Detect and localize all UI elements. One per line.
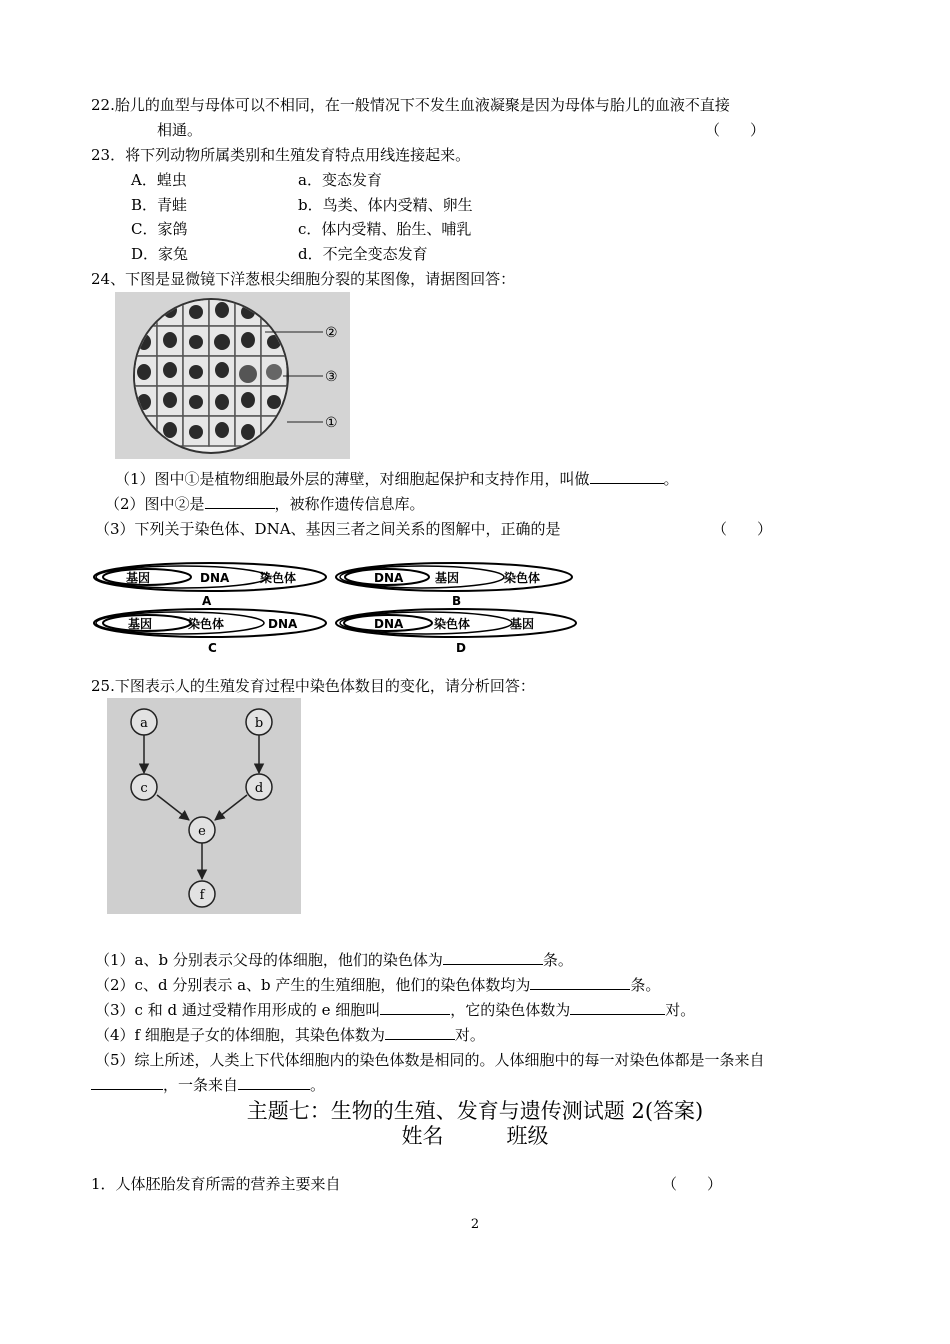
q22-line2: 相通。 <box>157 121 203 139</box>
svg-text:基因: 基因 <box>510 617 535 631</box>
q25-s1: （1）a、b 分别表示父母的体细胞，他们的染色体为 条。 <box>95 951 573 969</box>
svg-text:d: d <box>254 781 264 796</box>
svg-text:c: c <box>140 781 148 796</box>
svg-text:DNA: DNA <box>374 617 404 631</box>
option-d[interactable] <box>336 609 576 655</box>
q25-s3-blank1[interactable] <box>380 1000 450 1015</box>
option-a[interactable] <box>94 563 326 608</box>
svg-text:DNA: DNA <box>200 571 230 585</box>
svg-text:B: B <box>452 594 462 608</box>
q25-s3-blank2[interactable] <box>570 1000 665 1015</box>
svg-text:染色体: 染色体 <box>434 617 471 631</box>
q1-answer-paren[interactable]: （ ） <box>662 1175 723 1193</box>
q23-left-c[interactable]: C．家鸽 <box>131 220 188 238</box>
q25-s5-line1: （5）综上所述，人类上下代体细胞内的染色体数是相同的。人体细胞中的每一对染色体都是一条来自 <box>95 1051 765 1069</box>
svg-text:f: f <box>199 888 205 903</box>
q23-right-a[interactable]: a．变态发育 <box>298 171 382 189</box>
section-title: 主题七：生物的生殖、发育与遗传测试题 2(答案) <box>246 1099 704 1123</box>
svg-text:e: e <box>198 824 206 839</box>
q25-s3: （3）c 和 d 通过受精作用形成的 e 细胞叫 ，它的染色体数为 对。 <box>95 1001 696 1019</box>
chromosome-dna-gene-options <box>92 560 582 660</box>
q24-sub3: （3）下列关于染色体、DNA、基因三者之间关系的图解中，正确的是 <box>95 520 561 538</box>
q24-sub3-answer-paren[interactable]: （ ） <box>712 520 773 538</box>
q24-sub1-blank[interactable] <box>590 469 664 484</box>
q25-s4-blank[interactable] <box>385 1025 455 1040</box>
q25-s5-blank1[interactable] <box>91 1075 163 1090</box>
q23-right-b[interactable]: b．鸟类、体内受精、卵生 <box>298 196 473 214</box>
q25-s1-blank[interactable] <box>443 950 543 965</box>
q25-s5-line2: ，一条来自 。 <box>91 1075 325 1095</box>
svg-text:染色体: 染色体 <box>504 571 541 585</box>
onion-root-tip-micrograph <box>115 292 350 459</box>
svg-text:基因: 基因 <box>435 571 460 585</box>
section-subtitle: 姓名 班级 <box>401 1124 549 1148</box>
q24-stem: 24、下图是显微镜下洋葱根尖细胞分裂的某图像，请据图回答： <box>91 270 516 288</box>
q25-s2-blank[interactable] <box>530 975 630 990</box>
svg-text:DNA: DNA <box>268 617 298 631</box>
q25-s2: （2）c、d 分别表示 a、b 产生的生殖细胞，他们的染色体数均为 条。 <box>95 976 661 994</box>
node-c <box>131 774 157 800</box>
svg-text:a: a <box>140 716 148 731</box>
q23-left-b[interactable]: B．青蛙 <box>131 196 188 214</box>
callout-1: ① <box>325 415 338 431</box>
svg-text:D: D <box>456 641 466 655</box>
option-b[interactable] <box>336 563 572 608</box>
node-f <box>189 881 215 907</box>
node-d <box>246 774 272 800</box>
q25-s4: （4）f 细胞是子女的体细胞，其染色体数为 对。 <box>95 1026 485 1044</box>
q23-right-c[interactable]: c．体内受精、胎生、哺乳 <box>298 220 472 238</box>
svg-text:DNA: DNA <box>374 571 404 585</box>
q24-sub1: （1）图中①是植物细胞最外层的薄壁，对细胞起保护和支持作用，叫做 。 <box>115 470 679 488</box>
callout-2: ② <box>325 325 338 341</box>
q23-left-a[interactable]: A．蝗虫 <box>131 171 187 189</box>
chromosome-flow-diagram <box>107 698 301 914</box>
node-e <box>189 817 215 843</box>
q24-sub2-blank[interactable] <box>205 494 275 509</box>
q23-right-d[interactable]: d．不完全变态发育 <box>298 245 428 263</box>
q24-sub2: （2）图中②是 ，被称作遗传信息库。 <box>105 495 425 513</box>
node-a <box>131 709 157 735</box>
q23-left-d[interactable]: D．家兔 <box>131 245 189 263</box>
page-number: 2 <box>470 1217 480 1232</box>
svg-text:基因: 基因 <box>128 617 153 631</box>
q25-stem: 25.下图表示人的生殖发育过程中染色体数目的变化，请分析回答： <box>91 677 535 695</box>
q1-text: 1．人体胚胎发育所需的营养主要来自 <box>91 1175 341 1193</box>
q25-s5-blank2[interactable] <box>238 1075 310 1090</box>
svg-text:染色体: 染色体 <box>188 617 225 631</box>
q22-line1: 22.胎儿的血型与母体可以不相同，在一般情况下不发生血液凝聚是因为母体与胎儿的血液不直接 <box>91 96 730 114</box>
svg-text:A: A <box>202 594 212 608</box>
q23-stem: 23．将下列动物所属类别和生殖发育特点用线连接起来。 <box>91 146 471 164</box>
svg-text:C: C <box>208 641 217 655</box>
node-b <box>246 709 272 735</box>
svg-text:b: b <box>254 716 264 731</box>
callout-3: ③ <box>325 369 338 385</box>
svg-text:染色体: 染色体 <box>260 571 297 585</box>
q22-answer-paren[interactable]: （ ） <box>705 121 766 139</box>
option-c[interactable] <box>94 609 326 655</box>
svg-text:基因: 基因 <box>126 571 151 585</box>
